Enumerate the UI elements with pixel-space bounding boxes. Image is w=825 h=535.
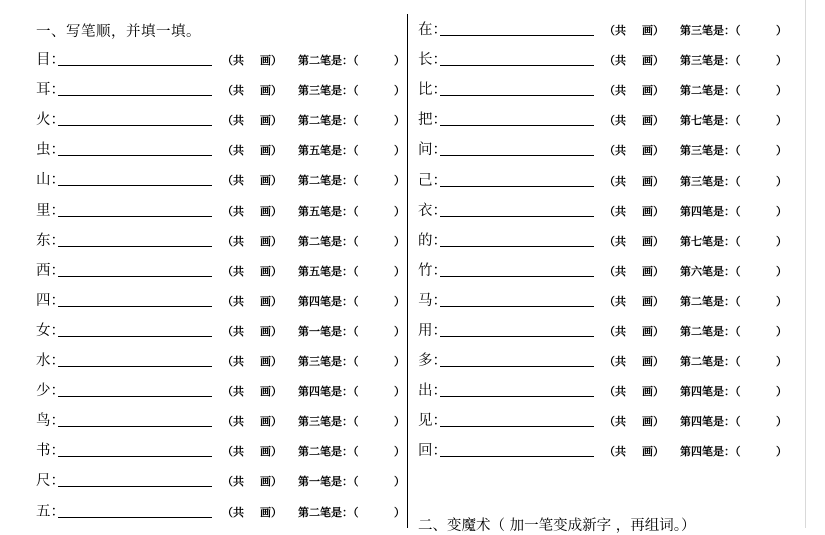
- target-character: 四：: [36, 292, 65, 309]
- answer-close-paren: ）: [776, 144, 787, 158]
- stroke-order-answer-line[interactable]: [440, 155, 594, 156]
- stroke-position-question: 第五笔是：（: [298, 144, 359, 158]
- stroke-count-close-label: 画）: [260, 385, 282, 399]
- stroke-count-open-label: （共: [222, 264, 244, 278]
- stroke-count-close-label: 画）: [642, 54, 664, 68]
- target-character: 火：: [36, 112, 65, 129]
- stroke-order-answer-line[interactable]: [58, 306, 212, 307]
- answer-close-paren: ）: [776, 174, 787, 188]
- stroke-position-question: 第四笔是：（: [298, 385, 359, 399]
- answer-close-paren: ）: [394, 114, 405, 128]
- stroke-order-answer-line[interactable]: [440, 276, 594, 277]
- answer-close-paren: ）: [394, 84, 405, 98]
- stroke-count-close-label: 画）: [260, 264, 282, 278]
- stroke-position-question: 第五笔是：（: [298, 264, 359, 278]
- stroke-count-close-label: 画）: [642, 294, 664, 308]
- stroke-order-answer-line[interactable]: [58, 366, 212, 367]
- stroke-order-answer-line[interactable]: [58, 155, 212, 156]
- target-character: 女：: [36, 322, 65, 339]
- stroke-position-question: 第二笔是：（: [298, 234, 359, 248]
- stroke-order-answer-line[interactable]: [58, 396, 212, 397]
- answer-close-paren: ）: [776, 415, 787, 429]
- stroke-order-answer-line[interactable]: [440, 336, 594, 337]
- stroke-order-answer-line[interactable]: [440, 95, 594, 96]
- target-character: 里：: [36, 202, 65, 219]
- stroke-count-open-label: （共: [222, 475, 244, 489]
- stroke-count-open-label: （共: [222, 505, 244, 519]
- target-character: 见：: [418, 413, 447, 430]
- section2-title: 二、变魔术（ 加一笔变成新字 ，再组词。）: [418, 518, 696, 534]
- answer-close-paren: ）: [394, 234, 405, 248]
- stroke-count-open-label: （共: [222, 324, 244, 338]
- stroke-position-question: 第三笔是：（: [680, 144, 741, 158]
- target-character: 鸟：: [36, 413, 65, 430]
- stroke-position-question: 第二笔是：（: [298, 54, 359, 67]
- stroke-position-question: 第四笔是：（: [298, 294, 359, 308]
- stroke-order-answer-line[interactable]: [58, 426, 212, 427]
- stroke-count-close-label: 画）: [260, 475, 282, 489]
- stroke-count-close-label: 画）: [260, 234, 282, 248]
- stroke-count-open-label: （共: [222, 54, 244, 67]
- stroke-order-answer-line[interactable]: [440, 125, 594, 126]
- stroke-count-close-label: 画）: [260, 294, 282, 308]
- stroke-order-answer-line[interactable]: [58, 246, 212, 247]
- answer-close-paren: ）: [394, 355, 405, 368]
- target-character: 问：: [418, 142, 447, 159]
- stroke-order-answer-line[interactable]: [440, 456, 594, 457]
- stroke-count-open-label: （共: [604, 84, 626, 98]
- answer-close-paren: ）: [394, 415, 405, 429]
- answer-close-paren: ）: [776, 84, 787, 98]
- target-character: 水：: [36, 353, 65, 369]
- stroke-count-open-label: （共: [604, 234, 626, 248]
- stroke-count-open-label: （共: [222, 114, 244, 128]
- stroke-count-open-label: （共: [222, 355, 244, 368]
- stroke-count-close-label: 画）: [642, 355, 664, 369]
- stroke-count-close-label: 画）: [260, 54, 282, 67]
- stroke-position-question: 第一笔是：（: [298, 324, 359, 338]
- answer-close-paren: ）: [394, 204, 405, 218]
- stroke-position-question: 第五笔是：（: [298, 204, 359, 218]
- stroke-count-close-label: 画）: [260, 505, 282, 519]
- stroke-count-close-label: 画）: [260, 144, 282, 158]
- stroke-order-answer-line[interactable]: [440, 366, 594, 367]
- target-character: 回：: [418, 443, 447, 460]
- answer-close-paren: ）: [394, 385, 405, 399]
- stroke-order-answer-line[interactable]: [58, 276, 212, 277]
- stroke-position-question: 第二笔是：（: [680, 294, 741, 308]
- stroke-order-answer-line[interactable]: [58, 336, 212, 337]
- stroke-count-open-label: （共: [222, 385, 244, 399]
- answer-close-paren: ）: [776, 24, 787, 37]
- stroke-count-open-label: （共: [222, 204, 244, 218]
- target-character: 己：: [418, 172, 447, 189]
- stroke-order-answer-line[interactable]: [440, 186, 594, 187]
- stroke-position-question: 第七笔是：（: [680, 234, 741, 248]
- answer-close-paren: ）: [776, 264, 787, 278]
- answer-close-paren: ）: [776, 445, 787, 459]
- stroke-count-open-label: （共: [222, 144, 244, 158]
- stroke-position-question: 第二笔是：（: [298, 505, 359, 519]
- answer-close-paren: ）: [394, 445, 405, 459]
- target-character: 马：: [418, 292, 447, 309]
- target-character: 多：: [418, 353, 447, 370]
- answer-close-paren: ）: [394, 324, 405, 338]
- stroke-order-answer-line[interactable]: [440, 35, 594, 36]
- stroke-count-open-label: （共: [604, 24, 626, 37]
- stroke-count-close-label: 画）: [642, 204, 664, 218]
- stroke-order-answer-line[interactable]: [440, 216, 594, 217]
- stroke-count-close-label: 画）: [642, 24, 664, 37]
- answer-close-paren: ）: [776, 325, 787, 338]
- answer-close-paren: ）: [776, 294, 787, 308]
- target-character: 竹：: [418, 262, 447, 279]
- stroke-position-question: 第六笔是：（: [680, 264, 741, 278]
- target-character: 的：: [418, 232, 447, 249]
- answer-close-paren: ）: [394, 264, 405, 278]
- stroke-position-question: 第四笔是：（: [680, 445, 741, 459]
- stroke-order-answer-line[interactable]: [440, 246, 594, 247]
- stroke-count-open-label: （共: [604, 415, 626, 429]
- target-character: 耳：: [36, 82, 65, 99]
- stroke-count-close-label: 画）: [642, 114, 664, 128]
- stroke-count-open-label: （共: [222, 445, 244, 459]
- stroke-count-open-label: （共: [604, 445, 626, 459]
- stroke-count-open-label: （共: [604, 204, 626, 218]
- stroke-order-answer-line[interactable]: [440, 426, 594, 427]
- stroke-count-open-label: （共: [222, 415, 244, 429]
- stroke-count-close-label: 画）: [642, 264, 664, 278]
- stroke-count-close-label: 画）: [642, 174, 664, 188]
- stroke-count-close-label: 画）: [642, 144, 664, 158]
- stroke-count-open-label: （共: [222, 234, 244, 248]
- stroke-order-answer-line[interactable]: [58, 216, 212, 217]
- stroke-count-close-label: 画）: [642, 385, 664, 399]
- stroke-count-open-label: （共: [604, 114, 626, 128]
- target-character: 把：: [418, 112, 447, 129]
- answer-close-paren: ）: [394, 174, 405, 188]
- answer-close-paren: ）: [776, 355, 787, 369]
- stroke-count-open-label: （共: [604, 54, 626, 68]
- stroke-position-question: 第三笔是：（: [680, 54, 741, 68]
- stroke-count-open-label: （共: [222, 174, 244, 188]
- column-divider: [407, 14, 408, 528]
- stroke-position-question: 第四笔是：（: [680, 415, 741, 429]
- target-character: 书：: [36, 443, 65, 460]
- answer-close-paren: ）: [394, 54, 405, 67]
- stroke-count-open-label: （共: [604, 355, 626, 369]
- stroke-position-question: 第二笔是：（: [680, 84, 741, 98]
- target-character: 在：: [418, 22, 447, 38]
- stroke-count-open-label: （共: [222, 294, 244, 308]
- target-character: 山：: [36, 172, 65, 189]
- stroke-count-open-label: （共: [604, 325, 626, 338]
- stroke-position-question: 第三笔是：（: [680, 174, 741, 188]
- stroke-count-close-label: 画）: [642, 84, 664, 98]
- stroke-position-question: 第三笔是：（: [298, 355, 359, 368]
- stroke-order-answer-line[interactable]: [58, 95, 212, 96]
- stroke-count-close-label: 画）: [260, 415, 282, 429]
- target-character: 五：: [36, 503, 65, 520]
- stroke-position-question: 第三笔是：（: [680, 24, 741, 37]
- stroke-position-question: 第三笔是：（: [298, 415, 359, 429]
- section1-title: 一、写笔顺，并填一填。: [36, 24, 201, 40]
- stroke-order-answer-line[interactable]: [58, 517, 212, 518]
- stroke-count-close-label: 画）: [260, 174, 282, 188]
- stroke-count-open-label: （共: [604, 385, 626, 399]
- stroke-count-close-label: 画）: [260, 324, 282, 338]
- target-character: 衣：: [418, 202, 447, 219]
- stroke-count-close-label: 画）: [260, 114, 282, 128]
- stroke-position-question: 第二笔是：（: [680, 355, 741, 369]
- stroke-count-close-label: 画）: [642, 445, 664, 459]
- answer-close-paren: ）: [394, 505, 405, 519]
- target-character: 虫：: [36, 142, 65, 159]
- stroke-order-answer-line[interactable]: [58, 456, 212, 457]
- stroke-position-question: 第二笔是：（: [298, 445, 359, 459]
- stroke-order-answer-line[interactable]: [58, 65, 212, 66]
- stroke-count-open-label: （共: [604, 294, 626, 308]
- stroke-position-question: 第三笔是：（: [298, 84, 359, 98]
- target-character: 尺：: [36, 473, 65, 490]
- stroke-count-close-label: 画）: [642, 415, 664, 429]
- target-character: 长：: [418, 52, 447, 69]
- target-character: 比：: [418, 82, 447, 99]
- answer-close-paren: ）: [776, 54, 787, 68]
- stroke-order-answer-line[interactable]: [440, 306, 594, 307]
- target-character: 目：: [36, 52, 65, 68]
- stroke-count-open-label: （共: [604, 174, 626, 188]
- stroke-count-close-label: 画）: [642, 234, 664, 248]
- stroke-count-close-label: 画）: [260, 84, 282, 98]
- stroke-order-answer-line[interactable]: [58, 185, 212, 186]
- target-character: 出：: [418, 383, 447, 400]
- stroke-count-close-label: 画）: [260, 445, 282, 459]
- stroke-count-close-label: 画）: [260, 204, 282, 218]
- answer-close-paren: ）: [776, 204, 787, 218]
- stroke-position-question: 第二笔是：（: [680, 325, 741, 338]
- stroke-count-open-label: （共: [604, 144, 626, 158]
- answer-close-paren: ）: [776, 114, 787, 128]
- stroke-position-question: 第二笔是：（: [298, 174, 359, 188]
- stroke-position-question: 第一笔是：（: [298, 475, 359, 489]
- answer-close-paren: ）: [394, 475, 405, 489]
- stroke-count-open-label: （共: [222, 84, 244, 98]
- page-edge-line: [805, 0, 806, 528]
- target-character: 西：: [36, 262, 65, 279]
- answer-close-paren: ）: [776, 234, 787, 248]
- target-character: 用：: [418, 323, 447, 339]
- target-character: 东：: [36, 232, 65, 249]
- stroke-count-close-label: 画）: [642, 325, 664, 338]
- stroke-count-close-label: 画）: [260, 355, 282, 368]
- stroke-order-answer-line[interactable]: [58, 125, 212, 126]
- stroke-position-question: 第四笔是：（: [680, 385, 741, 399]
- answer-close-paren: ）: [394, 294, 405, 308]
- stroke-order-answer-line[interactable]: [440, 396, 594, 397]
- answer-close-paren: ）: [394, 144, 405, 158]
- stroke-position-question: 第七笔是：（: [680, 114, 741, 128]
- stroke-position-question: 第二笔是：（: [298, 114, 359, 128]
- target-character: 少：: [36, 383, 65, 400]
- stroke-count-open-label: （共: [604, 264, 626, 278]
- stroke-order-answer-line[interactable]: [440, 65, 594, 66]
- stroke-order-answer-line[interactable]: [58, 486, 212, 487]
- stroke-position-question: 第四笔是：（: [680, 204, 741, 218]
- answer-close-paren: ）: [776, 385, 787, 399]
